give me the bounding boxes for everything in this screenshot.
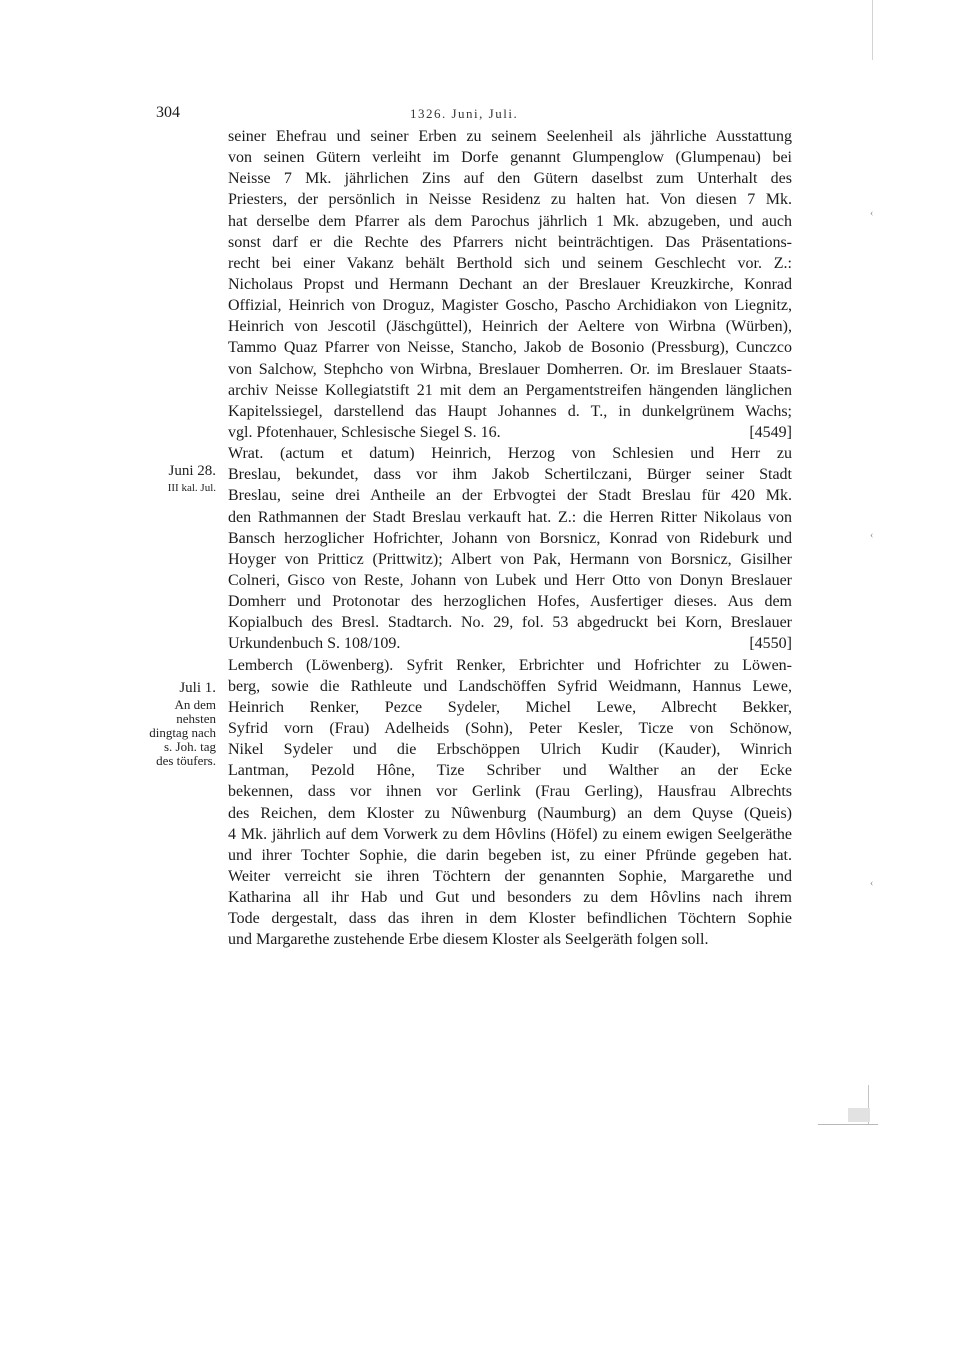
text-line: Neisse 7 Mk. jährlichen Zins auf den Gütern daselbst zum Unterhalt des	[228, 170, 792, 188]
text-line: Priesters, der persönlich in Neisse Residenz zu halten hat. Von diesen 7 Mk.	[228, 191, 792, 209]
text-line: Domherr und Protonotar des herzoglichen Hofes, Ausfertiger dieses. Aus dem	[228, 593, 792, 611]
text-line: Tode dergestalt, dass das ihren in dem Kloster befindlichen Töchtern Sophie	[228, 910, 792, 928]
margin-line: des töufers.	[156, 753, 216, 768]
text-line: 4 Mk. jährlich auf dem Vorwerk zu dem Hôvlins (Höfel) zu einem ewigen Seelgeräthe	[228, 825, 792, 843]
scan-artifact: ‹	[870, 878, 874, 889]
text-line: Breslau, seine drei Antheile an der Erbvogtei der Stadt Breslau für 420 Mk.	[228, 487, 792, 505]
text-line: archiv Neisse Kollegiatstift 21 mit dem an Pergamentstreifen hängenden länglichen	[228, 381, 792, 399]
line-text: vgl. Pfotenhauer, Schlesische Siegel S. 16.	[228, 423, 501, 441]
text-line: von Salchow, Stephcho von Wirbna, Breslauer Domherren. Or. im Breslauer Staats-	[228, 360, 792, 378]
text-line: und Margarethe zustehende Erbe diesem Kloster als Seelgeräth folgen soll.	[228, 931, 709, 949]
body-text	[228, 126, 792, 950]
text-line: Kapitelssiegel, darstellend das Haupt Johannes d. T., in dunkelgrünem Wachs;	[228, 402, 792, 420]
text-line: recht bei einer Vakanz behält Berthold sich und seinem Geschlecht vor. Z.:	[228, 254, 792, 272]
text-line: Katharina all ihr Hab und Gut und besonders zu dem Hôvlins nach ihrem	[228, 889, 792, 907]
margin-date: Juni 28.	[168, 463, 216, 479]
entry-number: [4550]	[749, 635, 792, 653]
text-line: Tammo Quaz Pfarrer von Neisse, Stancho, Jakob de Bosonio (Pressburg), Cunczco	[228, 339, 792, 357]
text-line: hat derselbe dem Pfarrer als dem Parochus jährlich 1 Mk. abzugeben, und auch	[228, 212, 792, 230]
text-line: berg, sowie die Rathleute und Landschöffen Syfrid Weidmann, Hannus Lewe,	[228, 677, 792, 695]
line-text: Urkundenbuch S. 108/109.	[228, 635, 401, 653]
text-line: Heinrich von Jescotil (Jäschgüttel), Heinrich der Aeltere von Wirbna (Würben),	[228, 318, 792, 336]
entry-number: [4549]	[749, 423, 792, 441]
text-line: Syfrid vorn (Frau) Adelheids (Sohn), Peter Kesler, Ticze von Schönow,	[228, 719, 792, 737]
text-line: Nikel Sydeler und die Erbschöppen Ulrich Kudir (Kauder), Winrich	[228, 741, 792, 759]
margin-roman-date: III kal. Jul.	[167, 482, 216, 494]
scan-artifact	[848, 1108, 870, 1122]
scan-artifact: ‹	[870, 530, 874, 541]
text-line: Offizial, Heinrich von Droguz, Magister Goscho, Pascho Archidiakon von Liegnitz,	[228, 297, 792, 315]
text-line	[228, 422, 792, 443]
scan-artifact: ‹	[870, 208, 874, 219]
text-line: von seinen Gütern verleiht im Dorfe genannt Glumpenglow (Glumpenau) bei	[228, 149, 792, 167]
text-line: Lantman, Pezold Hône, Tize Schriber und Walther an der Ecke	[228, 762, 792, 780]
text-line: des Reichen, dem Kloster zu Nûwenburg (Naumburg) an dem Quyse (Queis)	[228, 804, 792, 822]
text-line: seiner Ehefrau und seiner Erben zu seinem Seelenheil als jährliche Ausstattung	[228, 128, 792, 145]
margin-date: Juli 1.	[179, 680, 216, 696]
text-line: Bansch herzoglicher Hofrichter, Johann von Borsnicz, Konrad von Rideburk und	[228, 529, 792, 547]
text-line: Kopialbuch des Bresl. Stadtarch. No. 29, fol. 53 abgedruckt bei Korn, Breslauer	[228, 614, 792, 632]
text-line: Weiter verreicht sie ihren Töchtern der genannten Sophie, Margarethe und	[228, 867, 792, 885]
margin-line: An dem	[174, 697, 216, 712]
text-line: Heinrich Renker, Pezce Sydeler, Michel Lewe, Albrecht Bekker,	[228, 698, 792, 716]
margin-line: s. Joh. tag	[164, 739, 216, 754]
text-line: Nicholaus Propst und Hermann Dechant an der Breslauer Kreuzkirche, Konrad	[228, 275, 792, 293]
scan-artifact	[872, 0, 873, 60]
scan-artifact	[818, 1124, 878, 1125]
margin-line: dingtag nach	[149, 725, 216, 740]
running-head: 1326. Juni, Juli.	[410, 106, 519, 121]
text-line: Wrat. (actum et datum) Heinrich, Herzog von Schlesien und Herr zu	[228, 445, 792, 463]
text-line: den Rathmannen der Stadt Breslau verkauft hat. Z.: die Herren Ritter Nikolaus von	[228, 508, 792, 526]
text-line: und ihrer Tochter Sophie, die darin begeben ist, zu einer Pfründe gegeben hat.	[228, 846, 792, 864]
text-line: sonst darf er die Rechte des Pfarrers nicht beinträchtigen. Das Präsentations-	[228, 233, 792, 251]
text-line: Colneri, Gisco von Reste, Johann von Lubek und Herr Otto von Donyn Breslauer	[228, 571, 792, 589]
text-line	[228, 633, 792, 654]
text-line: bekennen, dass vor ihnen vor Gerlink (Frau Gerling), Hausfrau Albrechts	[228, 783, 792, 801]
text-line: Lemberch (Löwenberg). Syfrit Renker, Erbrichter und Hofrichter zu Löwen-	[228, 656, 792, 674]
margin-line: nehsten	[176, 711, 216, 726]
margin-note-date	[168, 461, 216, 495]
margin-note-date	[149, 678, 216, 768]
page-number: 304	[156, 104, 180, 121]
text-line: Breslau, bekundet, dass vor ihm Jakob Schertilczani, Bürger seiner Stadt	[228, 466, 792, 484]
text-line: Hoyger von Pritticz (Prittwitz); Albert von Pak, Hermann von Borsnicz, Gisilher	[228, 550, 792, 568]
